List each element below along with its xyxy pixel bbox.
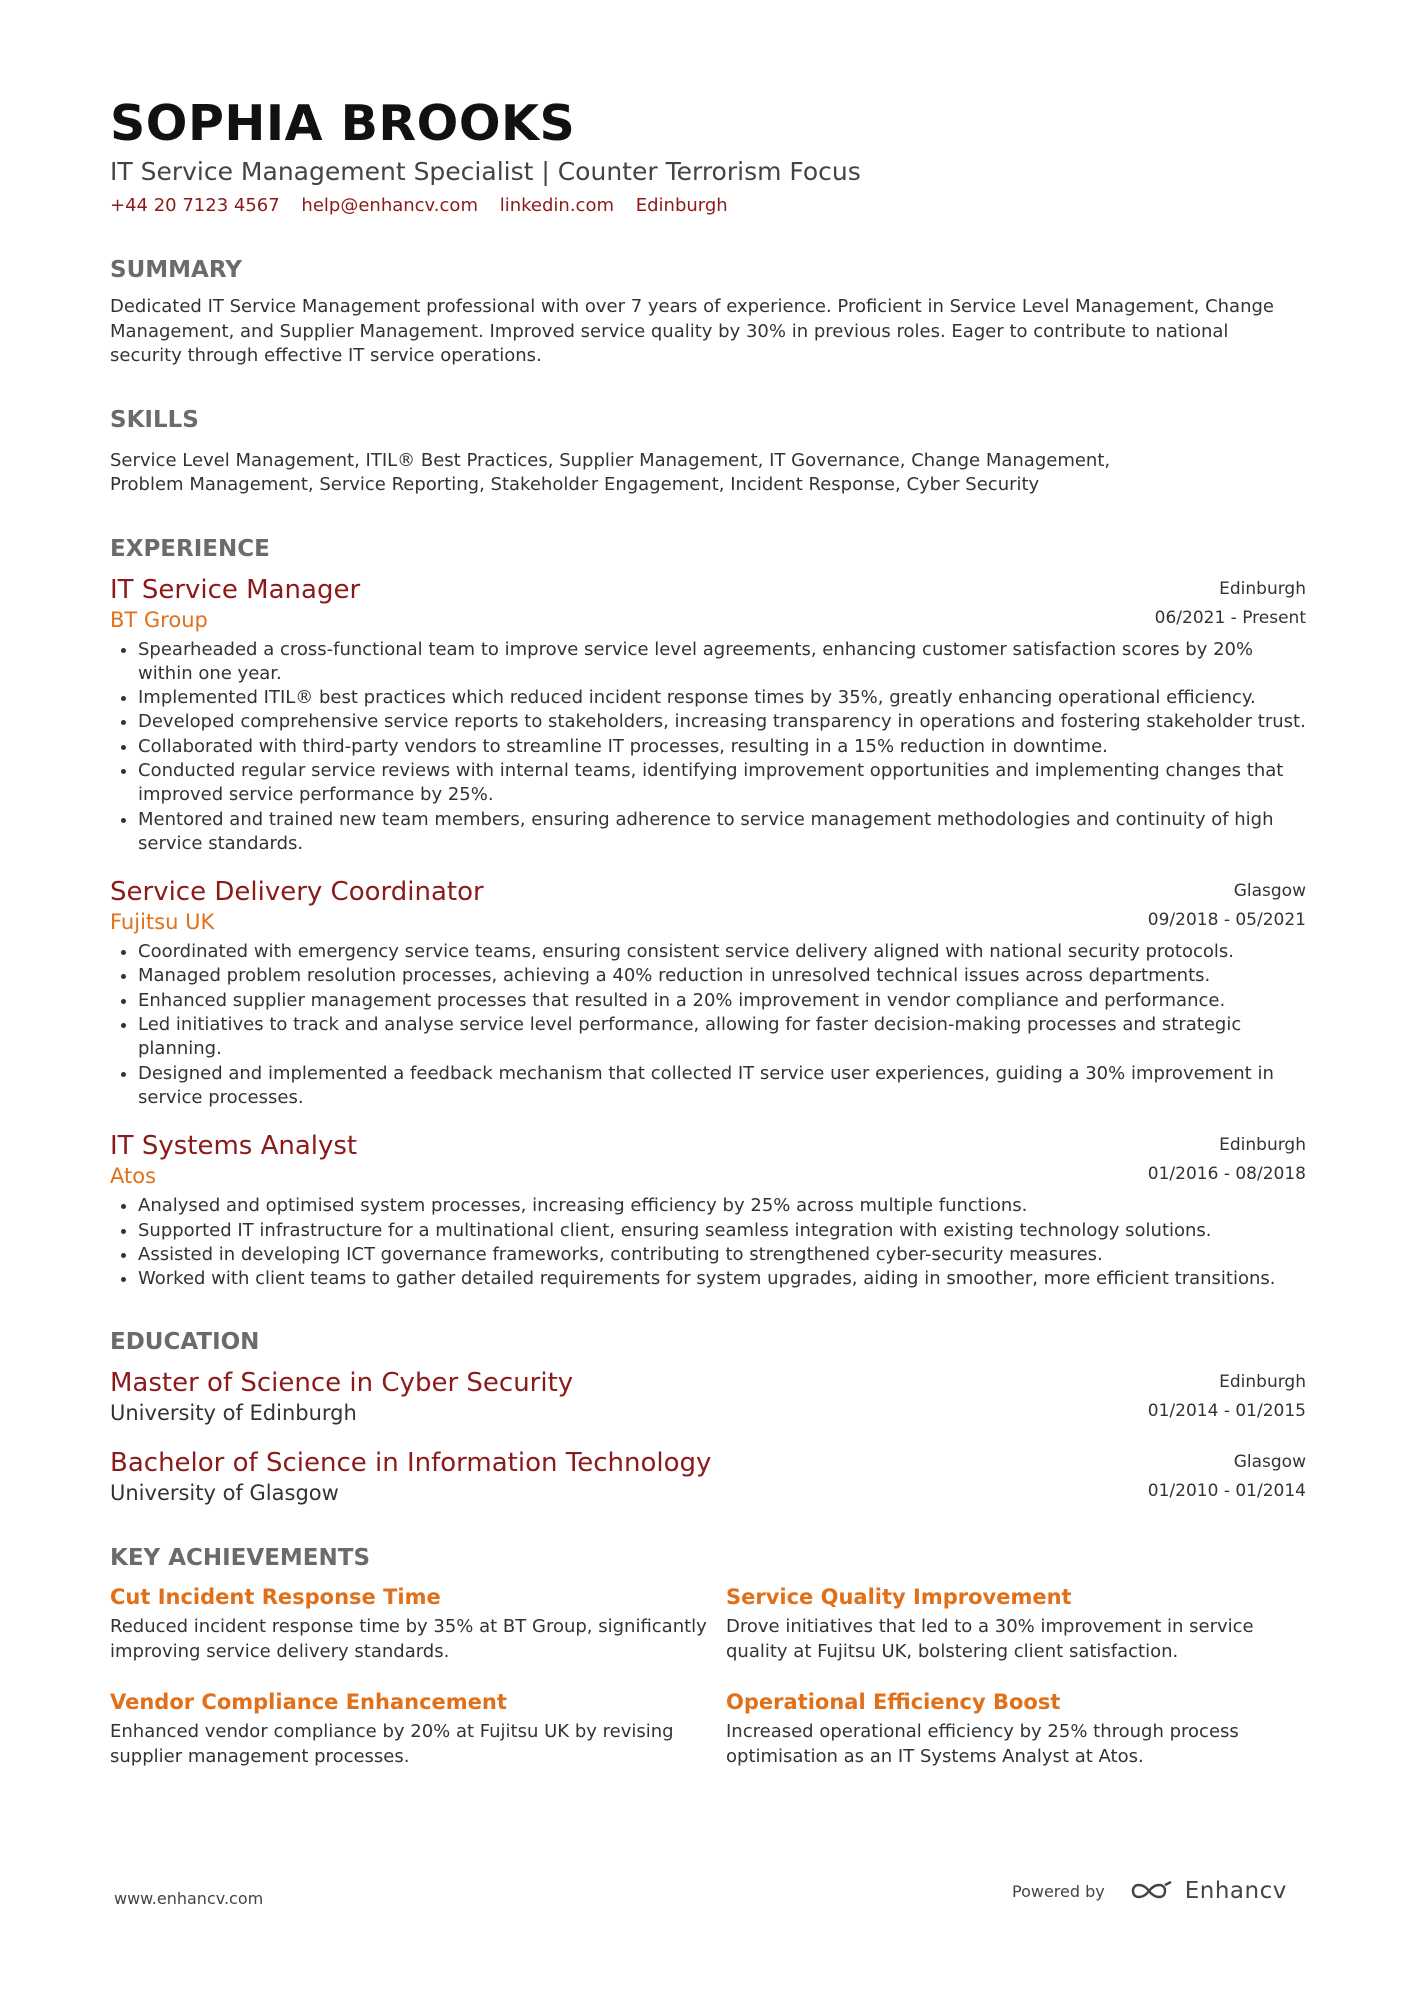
summary-title: SUMMARY	[110, 257, 242, 283]
contact-row	[110, 193, 1306, 219]
achievement-title: Service Quality Improvement	[726, 1585, 1072, 1610]
footer-branding	[1012, 1878, 1287, 1904]
skill-item: Service Reporting	[319, 474, 480, 495]
contact-location: Edinburgh	[635, 195, 728, 216]
job-location: Edinburgh	[1219, 578, 1306, 599]
skill-item: Change Management	[911, 449, 1105, 471]
job-entry	[110, 574, 1306, 857]
contact-email[interactable]: help@enhancv.com	[301, 195, 478, 216]
job-bullet: • Designed and implemented a feedback mechanism that collected IT service user experiences, guiding a 30% improvement in service processes.	[138, 1062, 1306, 1111]
job-entry	[110, 876, 1306, 1110]
experience-section	[110, 534, 1306, 1292]
achievements-grid	[110, 1583, 1306, 1769]
achievement-title: Operational Efficiency Boost	[726, 1690, 1061, 1715]
school-location: Glasgow	[1233, 1452, 1306, 1473]
job-bullet: • Collaborated with third-party vendors to streamline IT processes, resulting in a 15% reduction in downtime.	[138, 735, 1306, 759]
skills-list: Service Level Management, ITIL® Best Practices, Supplier Management, IT Governance, Change Management, Problem Management, Service Reporting, Stakeholder Engagement, Incident Response, Cyber Security	[110, 449, 1111, 495]
skills-title: SKILLS	[110, 406, 199, 433]
job-bullet: • Implemented ITIL® best practices which reduced incident response times by 35%, greatly enhancing operational efficiency.	[138, 686, 1306, 710]
achievement-desc: Increased operational efficiency by 25% through process optimisation as an IT Systems Analyst at Atos.	[726, 1721, 1239, 1767]
education-dates: 01/2010 - 01/2014	[1147, 1481, 1306, 1502]
job-bullets	[110, 940, 1306, 1110]
job-bullet: • Analysed and optimised system processes, increasing efficiency by 25% across multiple functions.	[138, 1194, 1306, 1218]
brand-name: Enhancv	[1184, 1878, 1287, 1904]
footer-website[interactable]: www.enhancv.com	[114, 1889, 264, 1908]
job-company: Fujitsu UK	[110, 910, 215, 935]
job-bullets	[110, 638, 1306, 857]
job-bullet: • Enhanced supplier management processes that resulted in a 20% improvement in vendor compliance and performance.	[138, 989, 1306, 1013]
achievement-title: Cut Incident Response Time	[110, 1585, 441, 1610]
skill-item: Problem Management	[110, 474, 308, 495]
achievement-item	[726, 1688, 1306, 1769]
contact-linkedin[interactable]: linkedin.com	[499, 195, 614, 216]
job-bullet: • Supported IT infrastructure for a multinational client, ensuring seamless integration with existing technology solutions.	[138, 1219, 1306, 1243]
contact-phone[interactable]: +44 20 7123 4567	[110, 195, 280, 216]
powered-by-label: Powered by	[1012, 1881, 1105, 1901]
experience-title: EXPERIENCE	[110, 535, 270, 562]
skill-item: Supplier Management	[559, 449, 758, 471]
resume-content	[110, 95, 1306, 1769]
job-role: IT Service Manager	[110, 574, 361, 605]
degree-title: Bachelor of Science in Information Technology	[110, 1448, 712, 1479]
achievement-item	[110, 1688, 726, 1769]
job-bullet: • Worked with client teams to gather detailed requirements for system upgrades, aiding in smoother, more efficient transitions.	[138, 1267, 1306, 1291]
school-location: Edinburgh	[1219, 1372, 1306, 1393]
skill-item: Incident Response	[730, 474, 895, 495]
job-company: Atos	[110, 1164, 157, 1189]
job-bullet: • Spearheaded a cross-functional team to improve service level agreements, enhancing customer satisfaction scores by 20% within one year.	[138, 638, 1306, 687]
skill-item: Service Level Management	[110, 449, 355, 471]
skill-item: Cyber Security	[906, 474, 1040, 495]
job-dates: 01/2016 - 08/2018	[1147, 1164, 1306, 1185]
resume-header	[110, 95, 1306, 219]
job-dates: 06/2021 - Present	[1154, 607, 1306, 628]
achievement-desc: Drove initiatives that led to a 30% improvement in service quality at Fujitsu UK, bolstering client satisfaction.	[726, 1616, 1254, 1662]
education-dates: 01/2014 - 01/2015	[1147, 1401, 1306, 1422]
achievements-title: KEY ACHIEVEMENTS	[110, 1545, 371, 1572]
job-dates: 09/2018 - 05/2021	[1147, 910, 1306, 931]
skill-item: IT Governance	[769, 449, 900, 471]
job-bullet: • Assisted in developing ICT governance frameworks, contributing to strengthened cyber-security measures.	[138, 1243, 1306, 1267]
education-title: EDUCATION	[110, 1329, 260, 1356]
candidate-headline: IT Service Management Specialist | Counter Terrorism Focus	[110, 157, 861, 186]
school-name: University of Edinburgh	[110, 1401, 357, 1426]
job-company: BT Group	[110, 607, 208, 632]
summary-section	[110, 255, 1306, 369]
job-entry	[110, 1130, 1306, 1291]
skills-section	[110, 405, 1306, 498]
job-location: Glasgow	[1233, 881, 1306, 902]
job-bullets	[110, 1194, 1306, 1291]
enhancv-infinity-icon	[1129, 1879, 1175, 1903]
enhancv-logo[interactable]	[1129, 1878, 1287, 1904]
candidate-name: SOPHIA BROOKS	[110, 95, 576, 152]
achievements-section	[110, 1543, 1306, 1769]
summary-text: Dedicated IT Service Management professional with over 7 years of experience. Proficient in Service Level Management, Change Management, and Supplier Management. Improved service quality by 30% in previous roles. Eager to contribute to national security through effective IT service operations.	[110, 296, 1274, 366]
degree-title: Master of Science in Cyber Security	[110, 1368, 574, 1399]
education-section	[110, 1327, 1306, 1507]
job-bullet: • Mentored and trained new team members, ensuring adherence to service management methodologies and continuity of high service standards.	[138, 808, 1306, 857]
job-role: Service Delivery Coordinator	[110, 877, 484, 908]
skill-item: Stakeholder Engagement	[490, 474, 719, 495]
job-bullet: • Developed comprehensive service reports to stakeholders, increasing transparency in operations and fostering stakeholder trust.	[138, 710, 1306, 734]
achievement-desc: Reduced incident response time by 35% at BT Group, significantly improving service delivery standards.	[110, 1616, 707, 1662]
job-role: IT Systems Analyst	[110, 1131, 358, 1162]
job-bullet: • Led initiatives to track and analyse service level performance, allowing for faster decision-making processes and strategic planning.	[138, 1013, 1306, 1062]
achievement-title: Vendor Compliance Enhancement	[110, 1690, 507, 1715]
job-bullet: • Coordinated with emergency service teams, ensuring consistent service delivery aligned with national security protocols.	[138, 940, 1306, 964]
school-name: University of Glasgow	[110, 1481, 339, 1506]
achievement-item	[726, 1583, 1306, 1664]
education-entry	[110, 1367, 1306, 1427]
education-entry	[110, 1447, 1306, 1507]
achievement-item	[110, 1583, 726, 1664]
job-bullet: • Managed problem resolution processes, achieving a 40% reduction in unresolved technical issues across departments.	[138, 964, 1306, 988]
achievement-desc: Enhanced vendor compliance by 20% at Fujitsu UK by revising supplier management processes.	[110, 1721, 674, 1767]
job-bullet: • Conducted regular service reviews with internal teams, identifying improvement opportunities and implementing changes that improved service performance by 25%.	[138, 759, 1306, 808]
skill-item: ITIL® Best Practices	[365, 449, 548, 471]
job-location: Edinburgh	[1219, 1135, 1306, 1156]
